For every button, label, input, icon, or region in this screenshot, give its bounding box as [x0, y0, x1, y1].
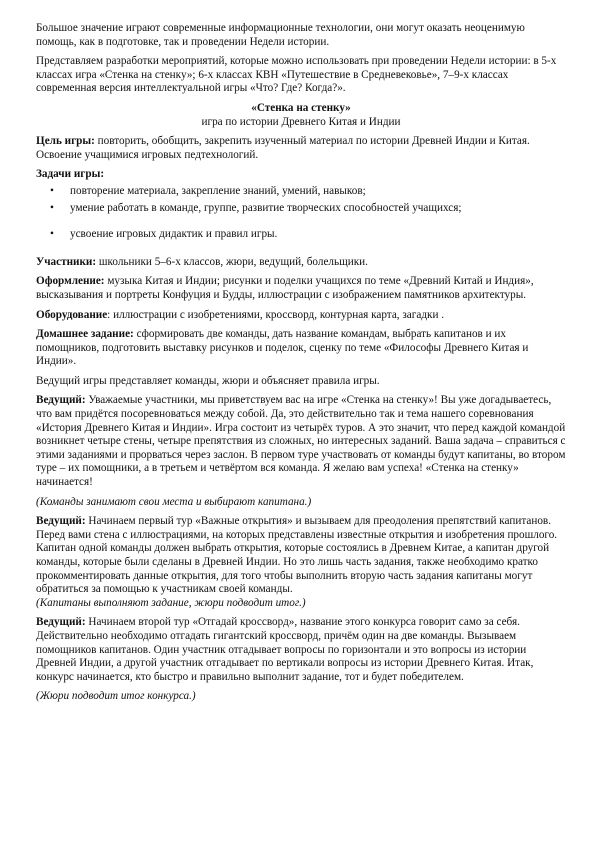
host-speech-1: Ведущий: Уважаемые участники, мы приветствуем вас на игре «Стенка на стенку»! Вы уже догадываетесь, что вам придётся посоревноваться между собой. Да, это действительно так и тема нашего соревнования «История Древнего Китая и Индии». Игра состоит из четырёх туров. А это значит, что перед каждой командой возникнет четыре стены, четыре препятствия из сложных, но интересных заданий. Ваша задача – справиться с этими заданиями и прорваться через заслон. В первом туре участвовать от команды будут капитаны, во втором туре – их помощники, а в третьем и четвёртом вся команда. Я желаю вам успеха! «Стенка на стенку» начинается! [36, 394, 566, 489]
host-speech-2: Ведущий: Начинаем первый тур «Важные открытия» и вызываем для преодоления препятствий капитанов. Перед вами стена с иллюстрациями, на которых представлены известные открытия и изобретения прошлого. Капитан одной команды должен выбрать открытия, которые состоялись в Древнем Китае, а капитан другой команды, которые были сделаны в Древней Индии. Но это лишь часть задания, также необходимо кратко прокомментировать данные открытия, для того чтобы выполнить вторую часть задания капитаны могут обратиться за помощью к участникам своей команды. [36, 515, 558, 596]
game-subtitle: игра по истории Древнего Китая и Индии [201, 115, 401, 128]
homework-label: Домашнее задание: [36, 328, 134, 341]
intro-paragraph-2: Представляем разработки мероприятий, которые можно использовать при проведении Недели истории: в 5-х классах игра «Стенка на стенку»; 6-х классах КВН «Путешествие в Средневековье», 7–9-х классах современная версия интеллектуальной игры «Что? Где? Когда?». [36, 55, 557, 95]
host-label: Ведущий: [36, 515, 86, 528]
bullet-icon: • [50, 228, 54, 241]
tasks-list [36, 185, 566, 242]
stage-note-3: (Жюри подводит итог конкурса.) [36, 690, 196, 703]
bullet-icon: • [50, 201, 54, 214]
homework-paragraph: Домашнее задание: сформировать две команды, дать название командам, выбрать капитанов и их помощников, подготовить выставку рисунков и поделок, сценку по теме «Философы Древнего Китая и Индии». [36, 328, 529, 368]
host-label: Ведущий: [36, 394, 86, 407]
goal-paragraph [36, 135, 566, 162]
host-intro-paragraph: Ведущий игры представляет команды, жюри и объясняет правила игры. [36, 374, 380, 387]
list-item: • усвоение игровых дидактик и правил игры. [50, 228, 278, 241]
list-item: • умение работать в команде, группе, развитие творческих способностей учащихся; [50, 201, 462, 214]
host-speech-3: Ведущий: Начинаем второй тур «Отгадай кроссворд», название этого конкурса говорит само за себя. Действительно необходимо отгадать гигантский кроссворд, причём один на две команды. Вызываем помощников капитанов. Один участник отгадывает вопросы по горизонтали и это вопросы из истории Древней Индии, а другой участник отгадывает по вертикали вопросы из истории Древнего Китая. Итак, конкурс начинается, кто быстро и правильно выполнит задание, тот и будет победителем. [36, 616, 534, 683]
equipment-paragraph: Оборудование: иллюстрации с изобретениями, кроссворд, контурная карта, загадки . [36, 308, 445, 321]
intro-paragraph-1: Большое значение играют современные информационные технологии, они могут оказать неоценимую помощь, как в подготовке, так и проведении Недели истории. [36, 22, 525, 48]
decoration-label: Оформление: [36, 275, 105, 288]
goal-label: Цель игры: [36, 135, 95, 148]
host-label: Ведущий: [36, 616, 86, 629]
participants-paragraph: Участники: школьники 5–6-х классов, жюри, ведущий, болельщики. [36, 255, 368, 268]
equipment-label: Оборудование [36, 308, 108, 321]
goal-text: повторить, обобщить, закрепить изученный материал по истории Древней Индии и Китая. Освоение учащимися игровых педтехнологий. [36, 135, 530, 161]
participants-label: Участники: [36, 255, 97, 268]
document-page [36, 22, 566, 710]
stage-note-1: (Команды занимают свои места и выбирают капитана.) [36, 495, 312, 508]
tasks-label: Задачи игры: [36, 168, 105, 181]
bullet-icon: • [50, 184, 54, 197]
stage-note-2: (Капитаны выполняют задание, жюри подводит итог.) [36, 596, 306, 609]
decoration-paragraph: Оформление: музыка Китая и Индии; рисунки и поделки учащихся по теме «Древний Китай и Индия», высказывания и портреты Конфуция и Будды, иллюстрации с изображением памятников архитектуры. [36, 275, 534, 301]
list-item: • повторение материала, закрепление знаний, умений, навыков; [50, 184, 366, 197]
game-title: «Стенка на стенку» [251, 101, 351, 114]
